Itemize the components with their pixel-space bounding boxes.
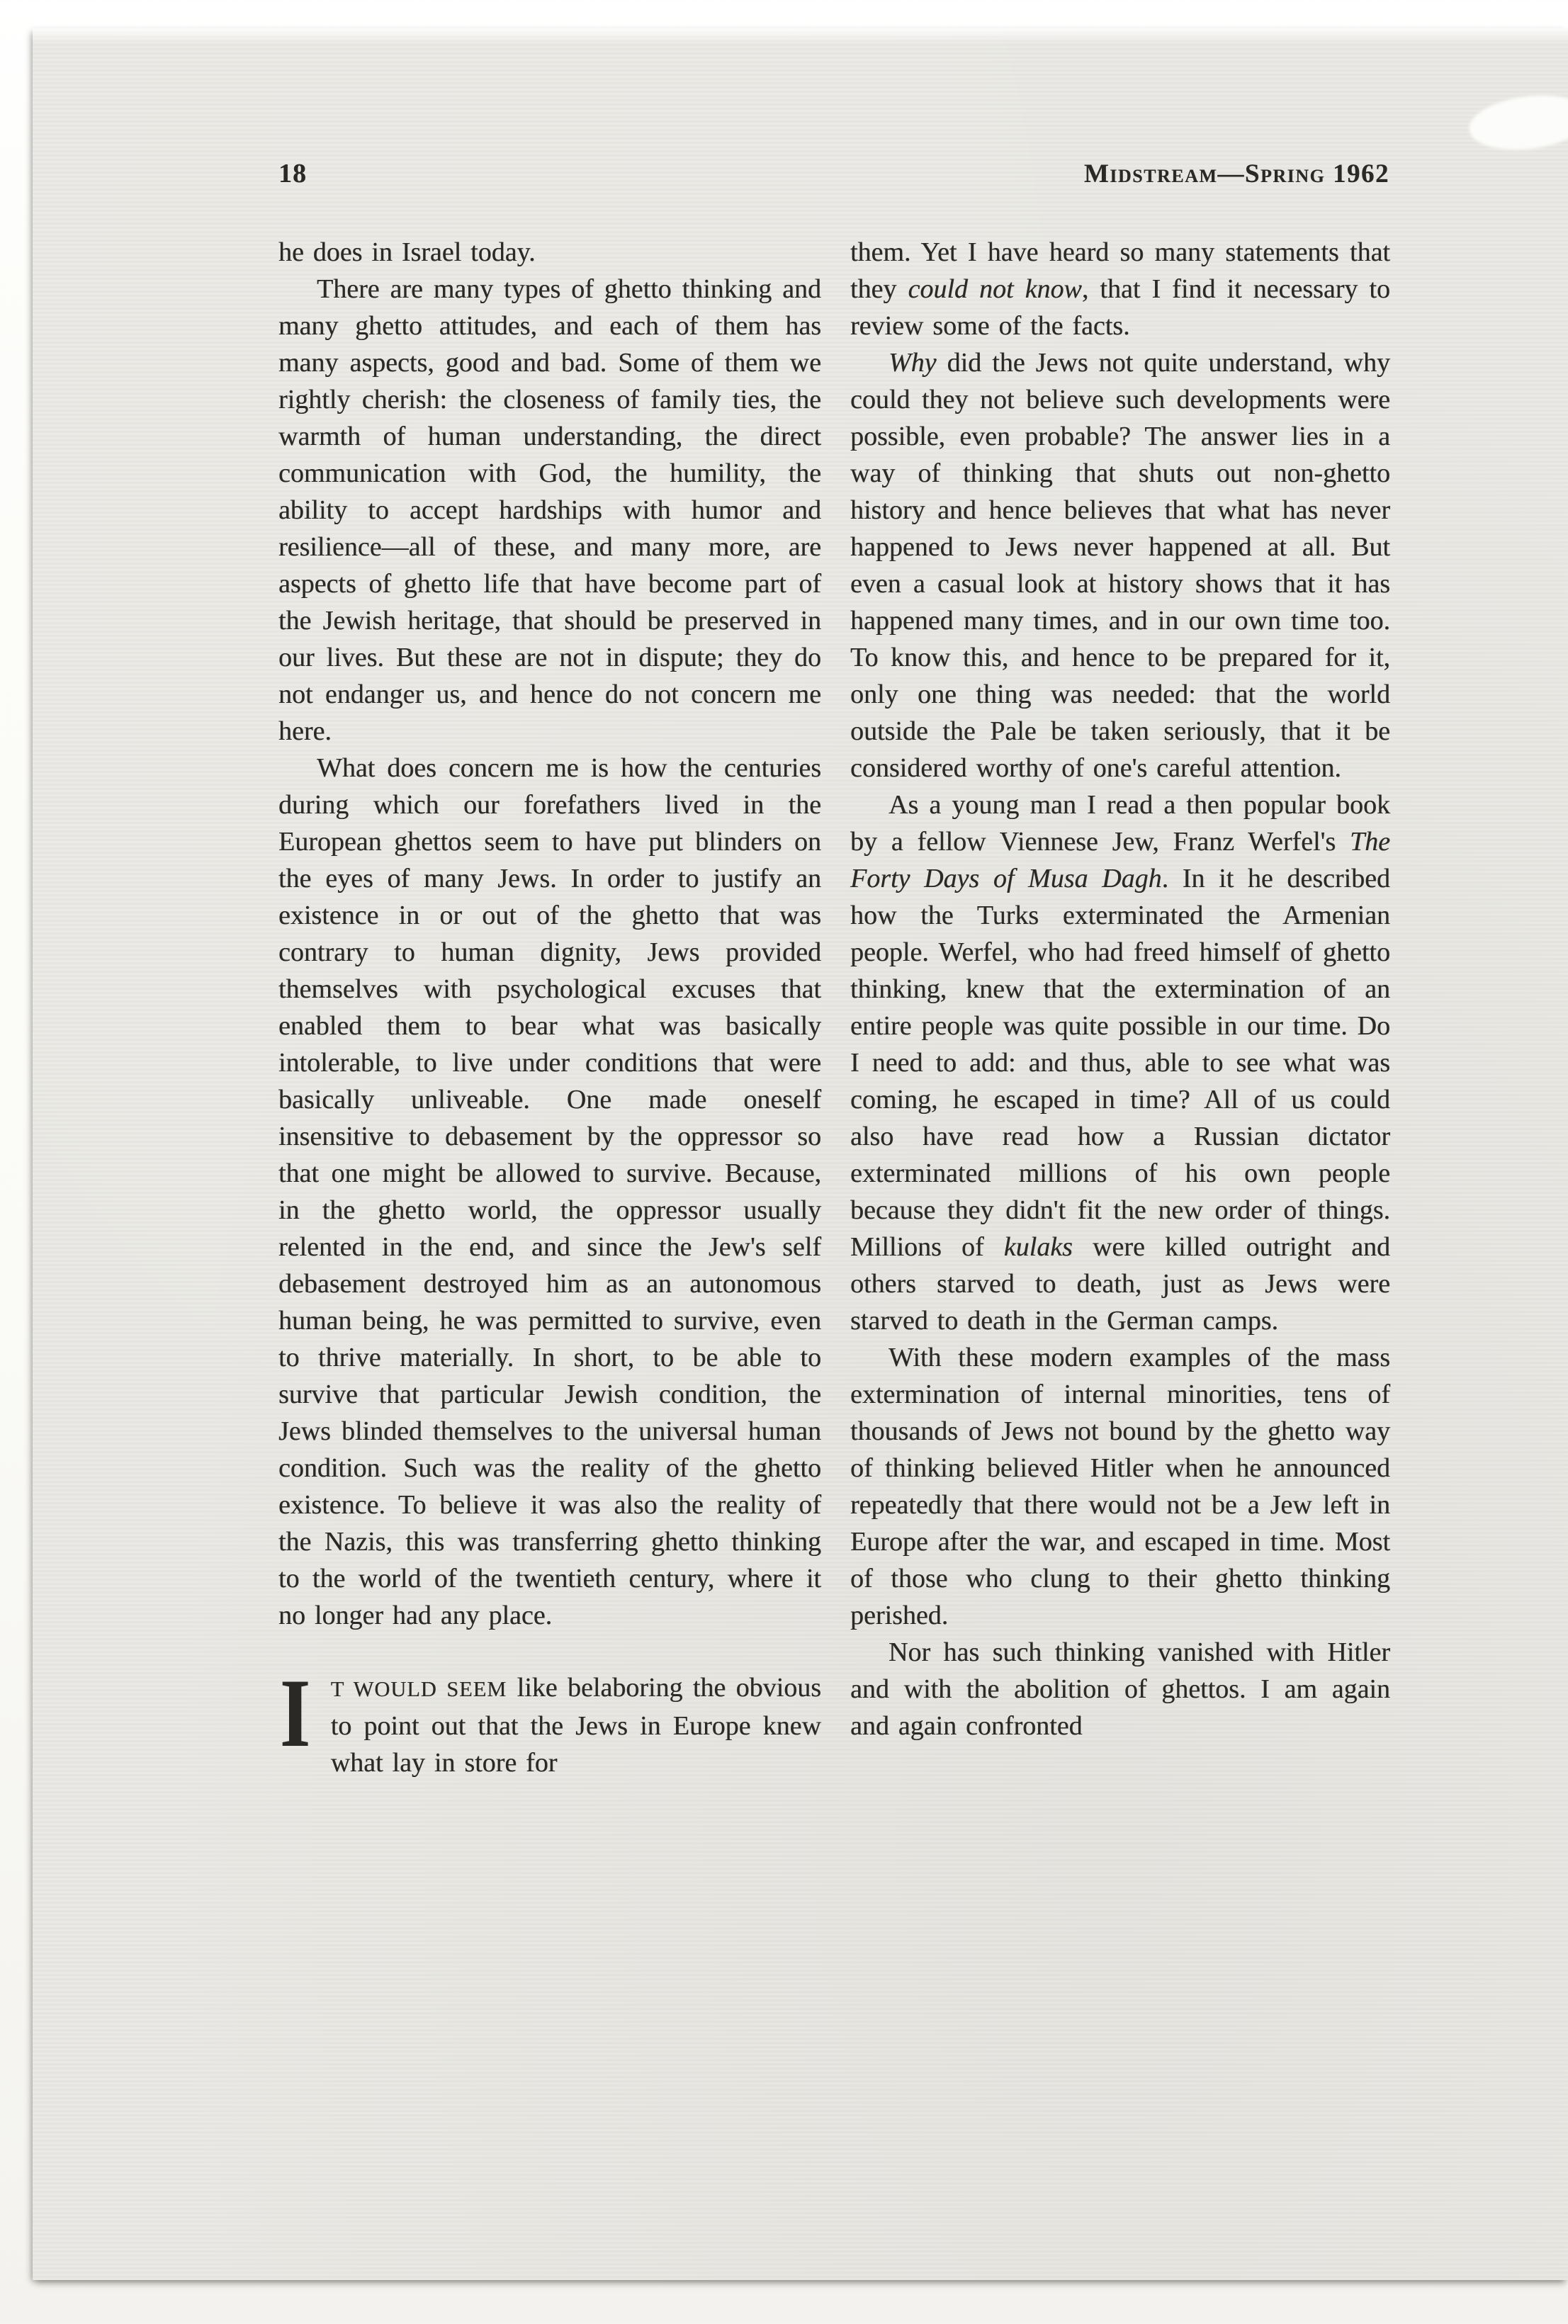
italic-text: could not know [908,274,1082,304]
paragraph [850,234,1390,344]
body-text: What does concern me is how the centuries during which our forefathers lived in the European ghettos seem to have put blinders on the eyes of many Jews. In order to justify an existence in or out of the ghetto that was contrary to human dignity, Jews provided themselves with psychological excuses that enabled them to bear what was basically intolerable, to live under conditions that were basically unliveable. One made oneself insensitive to debasement by the oppressor so that one might be allowed to survive. Because, in the ghetto world, the oppressor usually relented in the end, and since the Jew's self debasement destroyed him as an autonomous human being, he was permitted to survive, even to thrive materially. In short, to be able to survive that particular Jewish condition, the Jews blinded themselves to the universal human condition. Such was the reality of the ghetto existence. To believe it was also the reality of the Nazis, this was transferring ghetto thinking to the world of the twentieth century, where it no longer had any place. [278,753,821,1630]
paragraph [278,750,821,1634]
body-text: There are many types of ghetto thinking and many ghetto attitudes, and each of them has many aspects, good and bad. Some of them we rightly cherish: the closeness of family ties, the warmth of human understanding, the direct communication with God, the humility, the ability to accept hardships with humor and resilience—all of these, and many more, are aspects of ghetto life that have become part of the Jewish heritage, that should be preserved in our lives. But these are not in dispute; they do not endanger us, and hence do not concern me here. [278,274,821,746]
page-corner-curl [1466,89,1568,156]
body-text: were killed outright and others starved to death, just as Jews were starved to death in the German camps. [850,1232,1390,1336]
italic-text: Why [889,348,937,378]
page-header [278,158,1389,189]
body-text: Nor has such thinking vanished with Hitler and with the abolition of ghettos. I am again and again confronted [850,1637,1390,1741]
page-number: 18 [278,159,307,188]
paragraph [850,344,1390,786]
body-text: With these modern examples of the mass extermination of internal minorities, tens of thousands of Jews not bound by the ghetto way of thinking believed Hitler when he announced repeatedly that there would not be a Jew left in Europe after the war, and escaped in time. Most of those who clung to their ghetto thinking perished. [850,1343,1390,1630]
small-caps-text: T WOULD SEEM [330,1677,507,1701]
body-text: them. Yet I have heard so many statements that they [850,237,1390,304]
left-column [278,234,821,1781]
body-text: like belaboring the obvious to point out that the Jews in Europe knew what lay in store for [330,1673,821,1778]
paragraph [278,1659,821,1781]
body-text: . In it he described how the Turks exterminated the Armenian people. Werfel, who had freed himself of ghetto thinking, knew that the extermination of an entire people was quite possible in our time. Do I need to add: and thus, able to see what was coming, he escaped in time? All of us could also have read how a Russian dictator exterminated millions of his own people because they didn't fit the new order of things. Millions of [850,864,1390,1262]
right-column [850,234,1390,1744]
body-text: As a young man I read a then popular book by a fellow Viennese Jew, Franz Werfel's [850,790,1390,857]
body-text: he does in Israel today. [278,237,536,267]
body-text: did the Jews not quite understand, why could they not believe such developments were possible, even probable? The answer lies in a way of thinking that shuts out non-ghetto history and hence believes that what has never happened to Jews never happened at all. But even a casual look at history shows that it has happened many times, and in our own time too. To know this, and hence to be prepared for it, only one thing was needed: that the world outside the Pale be taken seriously, that it be considered worthy of one's careful attention. [850,348,1390,783]
paragraph [850,1634,1390,1744]
italic-text: The Forty Days of Musa Dagh [850,827,1390,893]
paragraph [278,271,821,750]
italic-text: kulaks [1003,1232,1073,1262]
magazine-page [33,28,1568,2280]
drop-cap: I [280,1659,310,1767]
paragraph [850,1339,1390,1634]
body-text: , that I find it necessary to review some of the facts. [850,274,1390,341]
journal-title: Midstream—Spring 1962 [1083,159,1389,188]
paragraph [278,234,821,271]
paragraph [850,786,1390,1339]
